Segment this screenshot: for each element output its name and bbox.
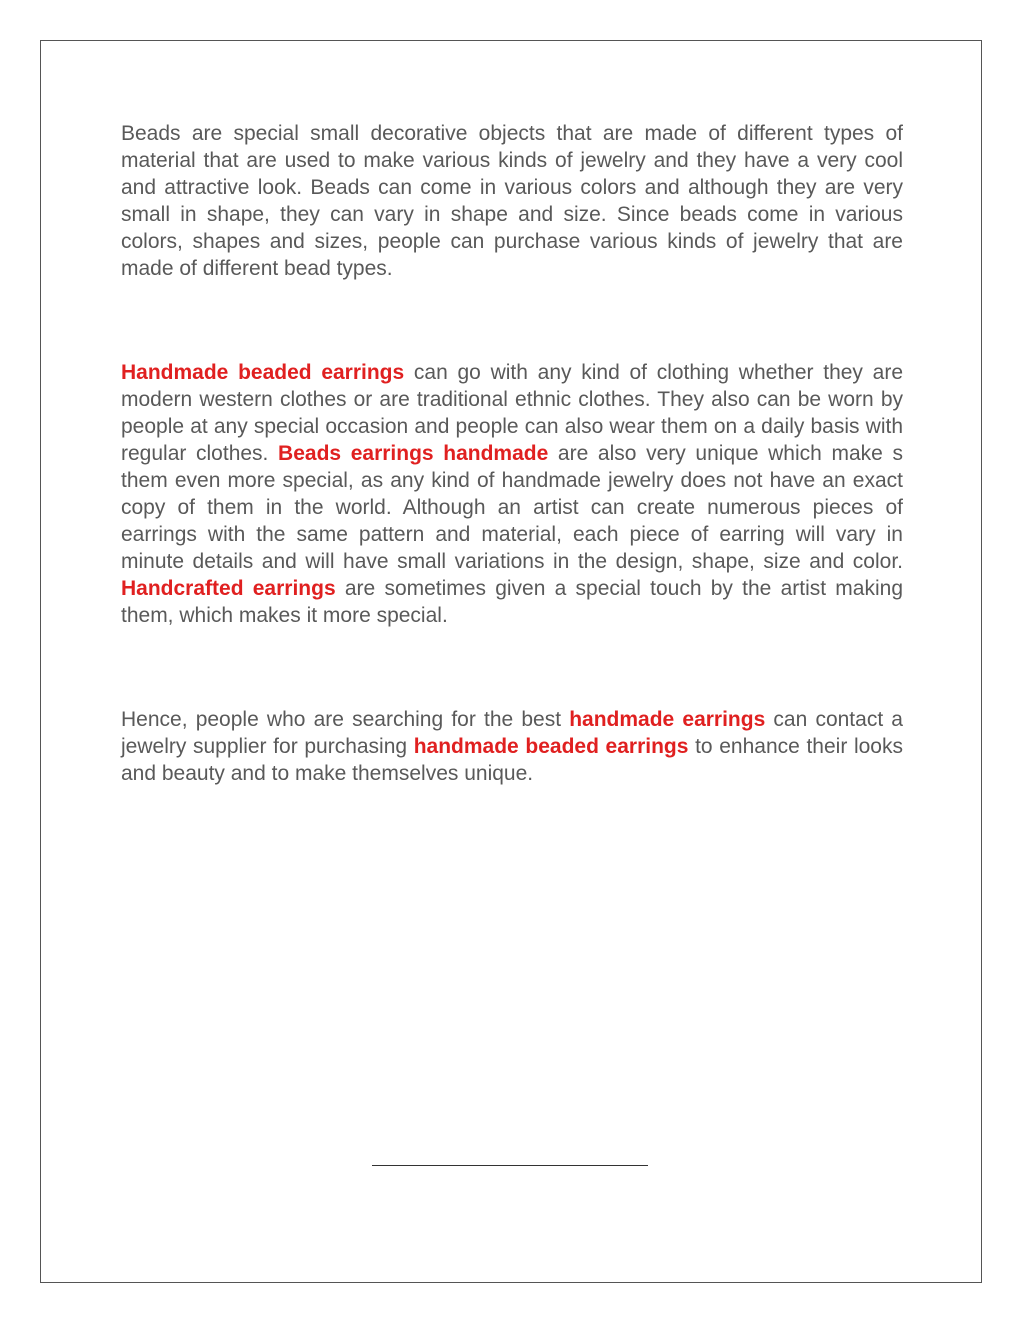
paragraph-beads-intro [121,120,903,282]
keyword-handmade-beaded-earrings-2[interactable]: handmade beaded earrings [413,735,689,758]
paragraph-text: to enhance their looks and beauty and to make themselves unique. [121,735,903,785]
keyword-beads-earrings-handmade[interactable]: Beads earrings handmade [278,442,549,465]
keyword-handcrafted-earrings[interactable]: Handcrafted earrings [121,577,336,600]
paragraph-conclusion [121,706,903,787]
document-body [121,120,903,787]
footer-divider [372,1165,648,1166]
paragraph-handmade-beaded-earrings [121,359,903,629]
paragraph-text: Beads are special small decorative objects that are made of different types of material that are used to make various kinds of jewelry and they have a very cool and attractive look. Beads can come in various colors and although they are very small in shape, they can vary in shape and size. Since beads come in various colors, shapes and sizes, people can purchase various kinds of jewelry that are made of different bead types. [121,122,903,280]
paragraph-text: can contact a jewelry supplier for purchasing [121,708,903,758]
paragraph-text: are sometimes given a special touch by the artist making them, which makes it more special. [121,577,904,627]
keyword-handmade-beaded-earrings[interactable]: Handmade beaded earrings [121,361,405,384]
paragraph-text: are also very unique which make s them even more special, as any kind of handmade jewelry does not have an exact copy of them in the world. Although an artist can create numerous pieces of earrings with the same pattern and material, each piece of earring will vary in minute details and will have small variations in the design, shape, size and color. [121,442,903,573]
paragraph-text: can go with any kind of clothing whether they are modern western clothes or are traditional ethnic clothes. They also can be worn by people at any special occasion and people can also wear them on a daily basis with regular clothes. [121,361,903,465]
keyword-handmade-earrings[interactable]: handmade earrings [569,708,766,731]
paragraph-text: Hence, people who are searching for the best [121,708,570,731]
